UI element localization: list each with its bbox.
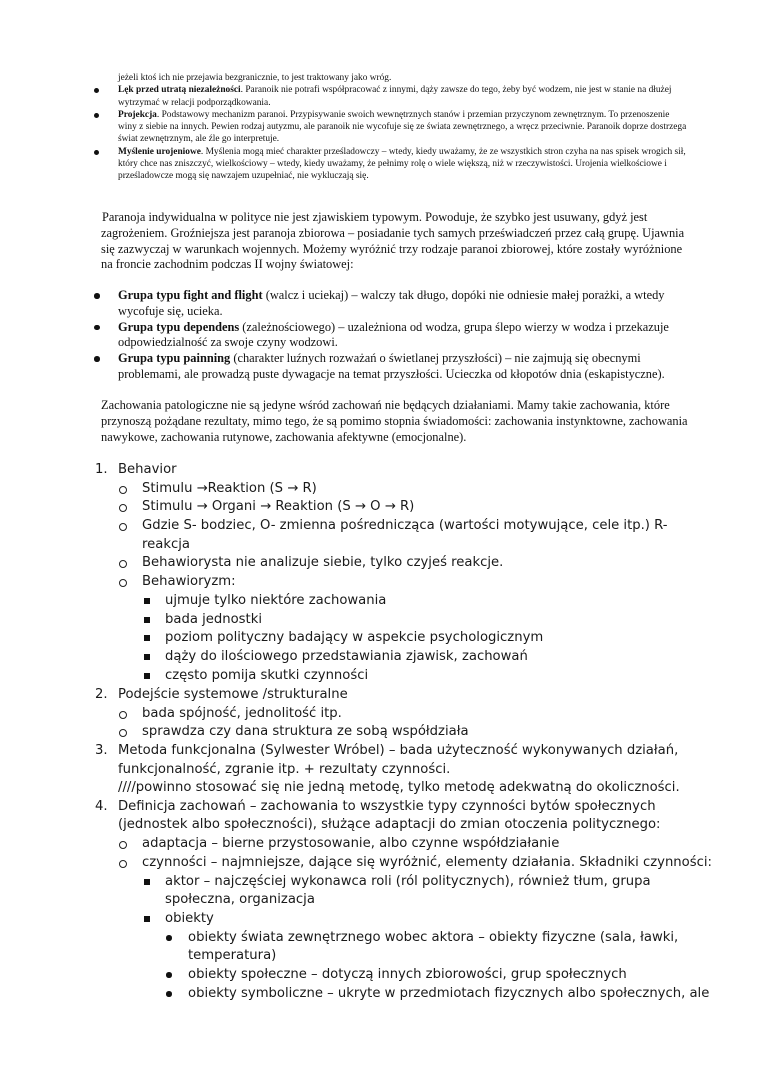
circle-bullet-icon bbox=[119, 560, 127, 568]
bullet-icon bbox=[94, 356, 100, 362]
list-item bbox=[118, 109, 690, 146]
circle-bullet-icon bbox=[119, 504, 127, 512]
circle-bullet-icon bbox=[119, 729, 127, 737]
bullet-icon bbox=[166, 991, 172, 997]
bullet-icon bbox=[94, 150, 99, 155]
list-term: Grupa typu dependens bbox=[118, 319, 240, 334]
list-text: . Myślenia mogą mieć charakter prześladowczy – wtedy, kiedy uważamy, że ze wszystkich stron czyha na nas spisek wrogich sił, który chce nas zniszczyć, wielkościowy – wtedy, kiedy uważamy, że pełnimy rolę o wiele większą, niż w rzeczywistości. Urojenia wielkościowe i prześladowcze mogą się nawzajem uzupełniać, nie wykluczają się. bbox=[118, 146, 686, 182]
circle-bullet-icon bbox=[119, 711, 127, 719]
list-text: (charakter luźnych rozważań o świetlanej przyszłości) – nie zajmują się obecnymi problemami, ale prowadzą puste dywagacje na temat przyszłości. Ucieczka od kłopotów dnia (eskapistyczne). bbox=[118, 351, 665, 381]
outline-text: adaptacja – bierne przystosowanie, albo czynne współdziałanie bbox=[142, 836, 560, 851]
outline-text: ujmuje tylko niektóre zachowania bbox=[165, 593, 387, 608]
outline-number: 2. bbox=[95, 687, 108, 702]
bullet-icon bbox=[94, 88, 99, 93]
outline-number: 1. bbox=[95, 462, 108, 477]
outline-number: 4. bbox=[95, 799, 108, 814]
outline-text: poziom polityczny badający w aspekcie psychologicznym bbox=[165, 630, 544, 645]
outline-text: funkcjonalność, zgranie itp. + rezultaty czynności. bbox=[118, 762, 451, 777]
bullet-icon bbox=[166, 972, 172, 978]
outline-text: temperatura) bbox=[188, 948, 277, 963]
outline-text: czynności – najmniejsze, dające się wyróżnić, elementy działania. Składniki czynności: bbox=[142, 855, 712, 870]
circle-bullet-icon bbox=[119, 579, 127, 587]
square-bullet-icon bbox=[144, 654, 150, 660]
outline-text: Behawioryzm: bbox=[142, 574, 236, 589]
circle-bullet-icon bbox=[119, 860, 127, 868]
list-term: Myślenie urojeniowe bbox=[118, 146, 201, 157]
outline-text: sprawdza czy dana struktura ze sobą współdziała bbox=[142, 724, 469, 739]
outline-text: Behawiorysta nie analizuje siebie, tylko czyjeś reakcje. bbox=[142, 555, 504, 570]
outline-text: obiekty bbox=[165, 911, 214, 926]
outline-text: dąży do ilościowego przedstawiania zjawisk, zachowań bbox=[165, 649, 528, 664]
square-bullet-icon bbox=[144, 673, 150, 679]
list-item bbox=[118, 84, 690, 109]
outline-heading: Behavior bbox=[118, 462, 177, 477]
circle-bullet-icon bbox=[119, 486, 127, 494]
paragraph-paranoja: Paranoja indywidualna w polityce nie jest zjawiskiem typowym. Powoduje, że szybko jest usuwany, gdyż jest zagrożeniem. Groźniejsza jest paranoja zbiorowa – posiadanie tych samych przeświadczeń przez całą grupę. Ujawnia się zazwyczaj w warunkach wojennych. Możemy wyróżnić trzy rodzaje paranoi zbiorowej, które zostały wyróżnione na froncie zachodnim podczas II wojny światowej: bbox=[101, 210, 685, 272]
list-term: Grupa typu fight and flight bbox=[118, 288, 263, 302]
outline-text: obiekty społeczne – dotyczą innych zbiorowości, grup społecznych bbox=[188, 967, 627, 982]
square-bullet-icon bbox=[144, 635, 150, 641]
square-bullet-icon bbox=[144, 916, 150, 922]
paragraph-zachowania: Zachowania patologiczne nie są jedyne wśród zachowań nie będących działaniami. Mamy takie zachowania, które przynoszą pożądane rezultaty, mimo tego, że są pomimo stopnia świadomości: zachowania instynktowne, zachowania nawykowe, zachowania rutynowe, zachowania afektywne (emocjonalne). bbox=[101, 398, 688, 444]
list-term: Lęk przed utratą niezależności bbox=[118, 85, 241, 96]
top-list bbox=[118, 72, 690, 183]
outline-text: Stimulu → Organi → Reaktion (S → O → R) bbox=[142, 499, 415, 514]
list-item bbox=[118, 146, 690, 183]
list-text: . Podstawowy mechanizm paranoi. Przypisywanie swoich wewnętrznych stanów i przemian przyczynom zewnętrznym. To przenoszenie winy z siebie na innych. Pewien rodzaj autyzmu, ale paranoik nie wycofuje się ze świata zewnętrznego, a wręcz przeciwnie. Paranoik doprze dostrzega świat zewnętrznym, ale źle go interpretuje. bbox=[118, 109, 687, 145]
group-list bbox=[118, 288, 691, 383]
outline-text: społeczna, organizacja bbox=[165, 892, 315, 907]
list-item bbox=[118, 288, 691, 320]
outline-heading: Podejście systemowe /strukturalne bbox=[118, 687, 348, 702]
outline-text: Definicja zachowań – zachowania to wszystkie typy czynności bytów społecznych bbox=[118, 799, 656, 814]
list-text: (walcz i uciekaj) – walczy tak długo, dopóki nie odniesie małej porażki, a wtedy wycofuje się, ucieka. bbox=[118, 288, 665, 318]
square-bullet-icon bbox=[144, 598, 150, 604]
outline-number: 3. bbox=[95, 743, 108, 758]
list-term: Projekcja bbox=[118, 109, 157, 120]
list-term: Grupa typu painning bbox=[118, 351, 231, 366]
list-item bbox=[118, 320, 691, 352]
square-bullet-icon bbox=[144, 617, 150, 623]
list-item bbox=[118, 351, 691, 383]
outline-text: Gdzie S- bodziec, O- zmienna pośrednicząca (wartości motywujące, cele itp.) R- bbox=[142, 518, 668, 533]
outline-text: Metoda funkcjonalna (Sylwester Wróbel) – bada użyteczność wykonywanych działań, bbox=[118, 743, 679, 758]
outline-text: często pomija skutki czynności bbox=[165, 668, 369, 683]
outline-text: obiekty symboliczne – ukryte w przedmiotach fizycznych albo społecznych, ale bbox=[188, 986, 710, 1001]
outline-text: ////powinno stosować się nie jedną metodę, tylko metodę adekwatną do okoliczności. bbox=[118, 780, 680, 795]
bullet-icon bbox=[94, 325, 100, 331]
circle-bullet-icon bbox=[119, 523, 127, 531]
outline-text: bada jednostki bbox=[165, 612, 263, 627]
outline-text: bada spójność, jednolitość itp. bbox=[142, 706, 342, 721]
outline-text: Stimulu →Reaktion (S → R) bbox=[142, 481, 317, 496]
square-bullet-icon bbox=[144, 879, 150, 885]
outline-text: aktor – najczęściej wykonawca roli (ról politycznych), również tłum, grupa bbox=[165, 874, 651, 889]
list-text: . Paranoik nie potrafi współpracować z innymi, dąży zawsze do tego, żeby być wodzem, nie jest w stanie na dłużej wytrzymać w relacji podporządkowania. bbox=[118, 85, 672, 108]
list-text: (zależnościowego) – uzależniona od wodza, grupa ślepo wierzy w wodza i przekazuje odpowiedzialność za swoje czyny wodzowi. bbox=[118, 319, 669, 350]
bullet-icon bbox=[166, 935, 172, 941]
outline-text: reakcja bbox=[142, 537, 190, 552]
outline-text: obiekty świata zewnętrznego wobec aktora – obiekty fizyczne (sala, ławki, bbox=[188, 930, 679, 945]
outline-text: (jednostek albo społeczności), służące adaptacji do zmian otoczenia politycznego: bbox=[118, 817, 661, 832]
bullet-icon bbox=[94, 113, 99, 118]
bullet-icon bbox=[94, 293, 100, 299]
circle-bullet-icon bbox=[119, 841, 127, 849]
list-continuation: jeżeli ktoś ich nie przejawia bezgranicznie, to jest traktowany jako wróg. bbox=[118, 73, 392, 83]
